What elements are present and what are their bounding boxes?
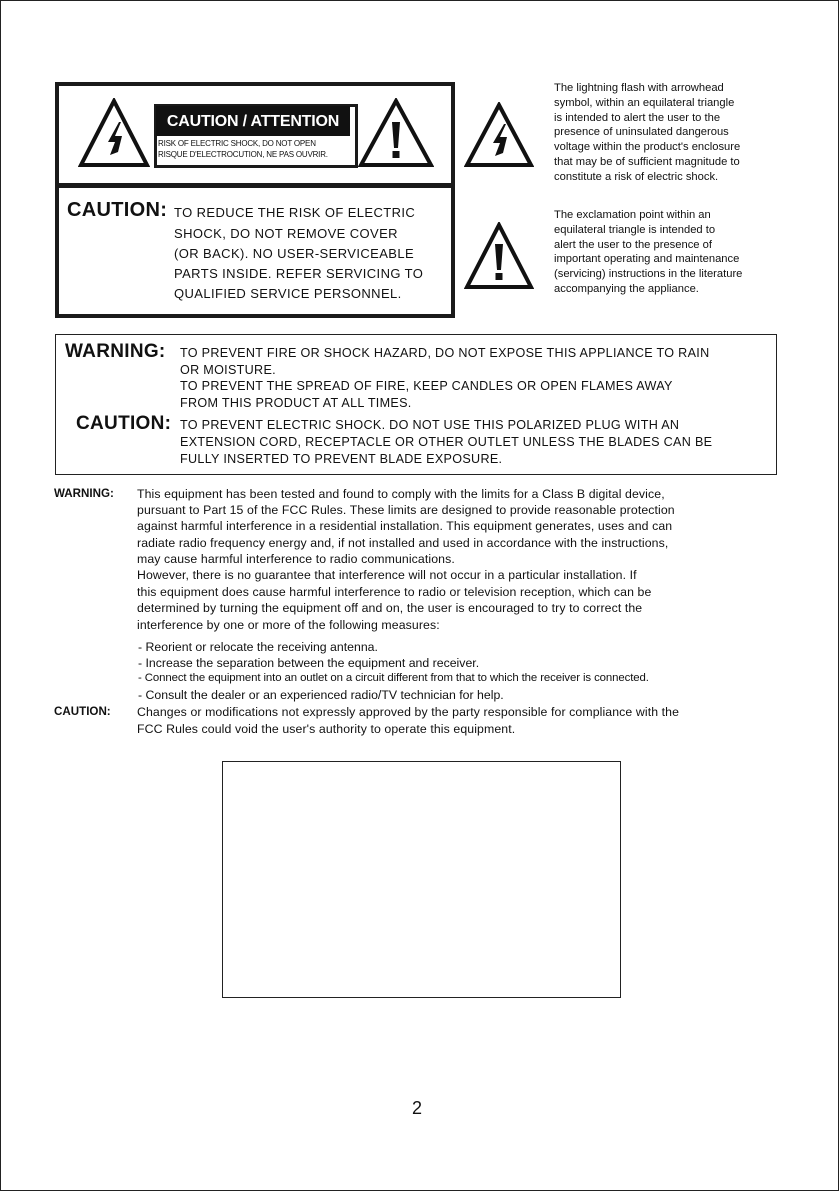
exclamation-warning-icon [358,98,434,168]
warning-box-line-3: TO PREVENT THE SPREAD OF FIRE, KEEP CANDLES OR OPEN FLAMES AWAY [180,379,673,393]
exclamation-line: The exclamation point within an [554,209,711,221]
caution-line-1: TO PREVENT ELECTRIC SHOCK. DO NOT USE THIS POLARIZED PLUG WITH AN [180,418,680,432]
exclamation-explanation [554,208,780,297]
caution-attention-title: CAUTION / ATTENTION [156,106,350,136]
lightning-warning-icon [78,98,150,168]
blank-box [222,761,621,998]
caution-box-line-4: PARTS INSIDE. REFER SERVICING TO [174,266,424,281]
exclamation-line: (servicing) instructions in the literature [554,268,743,281]
fcc-warning-line: against harmful interference in a residential installation. This equipment generates, uses and can [137,519,673,533]
exclamation-line: equilateral triangle is intended to [554,223,716,236]
caution-box-line-5: QUALIFIED SERVICE PERSONNEL. [174,286,402,301]
fcc-warning-line: this equipment does cause harmful interference to radio or television reception, which can be [137,585,652,599]
fcc-measure-item: - Consult the dealer or an experienced radio/TV technician for help. [138,688,504,702]
exclamation-symbol-icon [464,222,534,290]
page-number: 2 [412,1098,423,1118]
caution-line-2: EXTENSION CORD, RECEPTACLE OR OTHER OUTLET UNLESS THE BLADES CAN BE [180,435,713,449]
caution-box-line-1: TO REDUCE THE RISK OF ELECTRIC [174,205,416,220]
exclamation-line: important operating and maintenance [554,253,740,266]
fcc-measure-item: - Increase the separation between the equipment and receiver. [138,656,480,670]
fcc-warning-line: This equipment has been tested and found to comply with the limits for a Class B digital device, [137,487,665,501]
fcc-warning-line: pursuant to Part 15 of the FCC Rules. These limits are designed to provide reasonable protection [137,503,675,517]
fcc-caution-label: CAUTION: [54,705,111,718]
lightning-line: that may be of sufficient magnitude to [554,155,740,168]
lightning-line: voltage within the product's enclosure [554,141,741,154]
exclamation-line: accompanying the appliance. [554,282,699,295]
caution-box-line-2: SHOCK, DO NOT REMOVE COVER [174,226,398,241]
warning-box-heading: WARNING: [65,341,166,362]
warning-box-line-2: OR MOISTURE. [180,363,276,377]
fcc-caution-line: FCC Rules could void the user's authority to operate this equipment. [137,722,516,736]
lightning-symbol-icon [464,102,534,168]
caution-box-heading: CAUTION: [67,199,168,221]
warning-box-line-1: TO PREVENT FIRE OR SHOCK HAZARD, DO NOT EXPOSE THIS APPLIANCE TO RAIN [180,346,710,360]
fcc-measure-item: - Reorient or relocate the receiving antenna. [138,640,378,654]
lightning-line: The lightning flash with arrowhead [554,82,724,94]
fcc-caution-line: Changes or modifications not expressly approved by the party responsible for compliance with the [137,705,680,719]
warning-box-line-4: FROM THIS PRODUCT AT ALL TIMES. [180,396,412,410]
fcc-warning-line: may cause harmful interference to radio communications. [137,552,455,566]
lightning-line: is intended to alert the user to the [554,111,721,124]
caution-label-line-2: RISQUE D'ELECTROCUTION, NE PAS OUVRIR. [158,150,328,159]
caution-label-line-1: RISK OF ELECTRIC SHOCK, DO NOT OPEN [158,139,316,148]
lightning-line: symbol, within an equilateral triangle [554,96,735,109]
lightning-line: presence of uninsulated dangerous [554,126,729,139]
exclamation-line: alert the user to the presence of [554,238,712,251]
fcc-warning-line: However, there is no guarantee that interference will not occur in a particular installation. If [137,568,637,582]
lightning-explanation [554,81,780,185]
lightning-line: constitute a risk of electric shock. [554,170,719,183]
fcc-warning-line: interference by one or more of the following measures: [137,618,440,632]
fcc-measure-item: - Connect the equipment into an outlet on a circuit different from that to which the receiver is connected. [138,672,649,684]
fcc-warning-line: radiate radio frequency energy and, if not installed and used in accordance with the instructions, [137,536,669,550]
fcc-warning-line: determined by turning the equipment off and on, the user is encouraged to try to correct the [137,601,643,615]
fcc-warning-label: WARNING: [54,487,114,500]
caution-heading: CAUTION: [76,413,172,434]
caution-box-divider [55,183,455,188]
caution-box-line-3: (OR BACK). NO USER-SERVICEABLE [174,246,415,261]
caution-line-3: FULLY INSERTED TO PREVENT BLADE EXPOSURE. [180,452,503,466]
